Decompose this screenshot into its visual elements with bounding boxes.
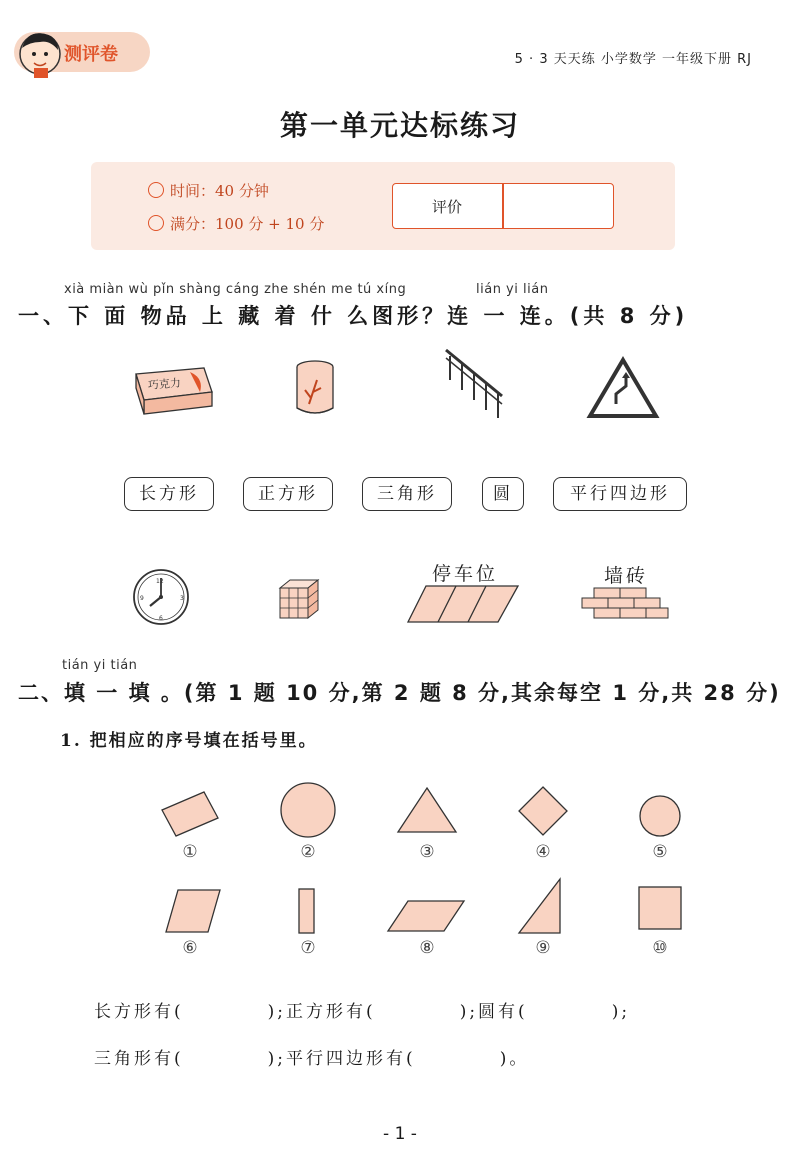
parking-space-label: 停车位 xyxy=(432,563,499,585)
wall-bricks-label: 墙砖 xyxy=(604,565,649,587)
q1-pinyin: xià miàn wù pǐn shàng cáng zhe shén me tú xíng xyxy=(64,282,407,297)
shape-number: ⑧ xyxy=(419,938,435,958)
shape-number: ⑥ xyxy=(182,938,198,958)
q1-heading: 一、下 面 物品 上 藏 着 什 么图形？连 一 连。(共 8 分) xyxy=(18,304,689,328)
shape-number: ⑦ xyxy=(300,938,316,958)
evaluation-field[interactable] xyxy=(504,185,610,227)
clock-icon xyxy=(148,182,164,198)
shape-option-parallelogram[interactable]: 平行四边形 xyxy=(553,477,687,511)
clock-icon xyxy=(132,568,190,626)
student-avatar-icon xyxy=(14,26,66,78)
check-icon xyxy=(148,215,164,231)
shape-3-triangle xyxy=(394,784,460,836)
shape-1-rectangle xyxy=(158,788,222,840)
page-number: - 1 - xyxy=(383,1124,417,1144)
shape-8-parallelogram xyxy=(386,898,468,934)
rubiks-cube-icon xyxy=(276,576,322,622)
shape-6-parallelogram xyxy=(164,886,224,936)
shape-number: ⑨ xyxy=(535,938,551,958)
can-icon xyxy=(291,358,339,418)
svg-text:6: 6 xyxy=(159,615,163,622)
score-row xyxy=(148,213,324,234)
full-score: 满分：100 分 + 10 分 xyxy=(170,215,325,233)
badge-label: 测评卷 xyxy=(64,44,118,65)
shape-number: ① xyxy=(182,842,198,862)
shape-number: ④ xyxy=(535,842,551,862)
shape-number: ⑩ xyxy=(652,938,668,958)
q2-pinyin: tián yi tián xyxy=(62,658,138,673)
shape-option-square[interactable]: 正方形 xyxy=(243,477,333,511)
parking-space-icon xyxy=(406,584,520,624)
shape-7-rectangle xyxy=(296,886,318,936)
q2-sub1: 1. 把相应的序号填在括号里。 xyxy=(60,731,318,751)
answer-line-1[interactable]: 长方形有( );正方形有( );圆有( ); xyxy=(94,1002,631,1022)
series-info: 5 · 3 天天练 小学数学 一年级下册 RJ xyxy=(514,52,752,67)
shape-number: ③ xyxy=(419,842,435,862)
svg-text:12: 12 xyxy=(156,578,164,585)
svg-text:巧克力: 巧克力 xyxy=(147,376,182,392)
stair-railing-icon xyxy=(442,346,506,420)
shape-number: ⑤ xyxy=(652,842,668,862)
road-sign-icon xyxy=(586,356,660,420)
shape-4-square-rotated xyxy=(516,784,570,838)
shape-option-rectangle[interactable]: 长方形 xyxy=(124,477,214,511)
svg-text:3: 3 xyxy=(180,595,184,602)
shape-10-square xyxy=(636,884,684,932)
time-limit: 时间：40 分钟 xyxy=(170,182,269,200)
time-row xyxy=(148,180,269,201)
wall-bricks-icon xyxy=(578,584,674,624)
q1-pinyin-2: lián yi lián xyxy=(476,282,549,297)
q2-heading: 二、填 一 填 。(第 1 题 10 分,第 2 题 8 分,其余每空 1 分,共 28 分) xyxy=(18,681,781,705)
shape-number: ② xyxy=(300,842,316,862)
answer-line-2[interactable]: 三角形有( );平行四边形有( )。 xyxy=(94,1049,530,1069)
shape-option-triangle[interactable]: 三角形 xyxy=(362,477,452,511)
shape-2-circle xyxy=(278,780,338,840)
shape-9-triangle xyxy=(516,876,564,936)
evaluation-label: 评价 xyxy=(431,198,462,216)
page-title: 第一单元达标练习 xyxy=(279,109,520,142)
chocolate-box-icon xyxy=(130,362,216,416)
svg-text:9: 9 xyxy=(140,595,144,602)
shape-5-circle xyxy=(638,794,682,838)
shape-option-circle[interactable]: 圆 xyxy=(482,477,524,511)
